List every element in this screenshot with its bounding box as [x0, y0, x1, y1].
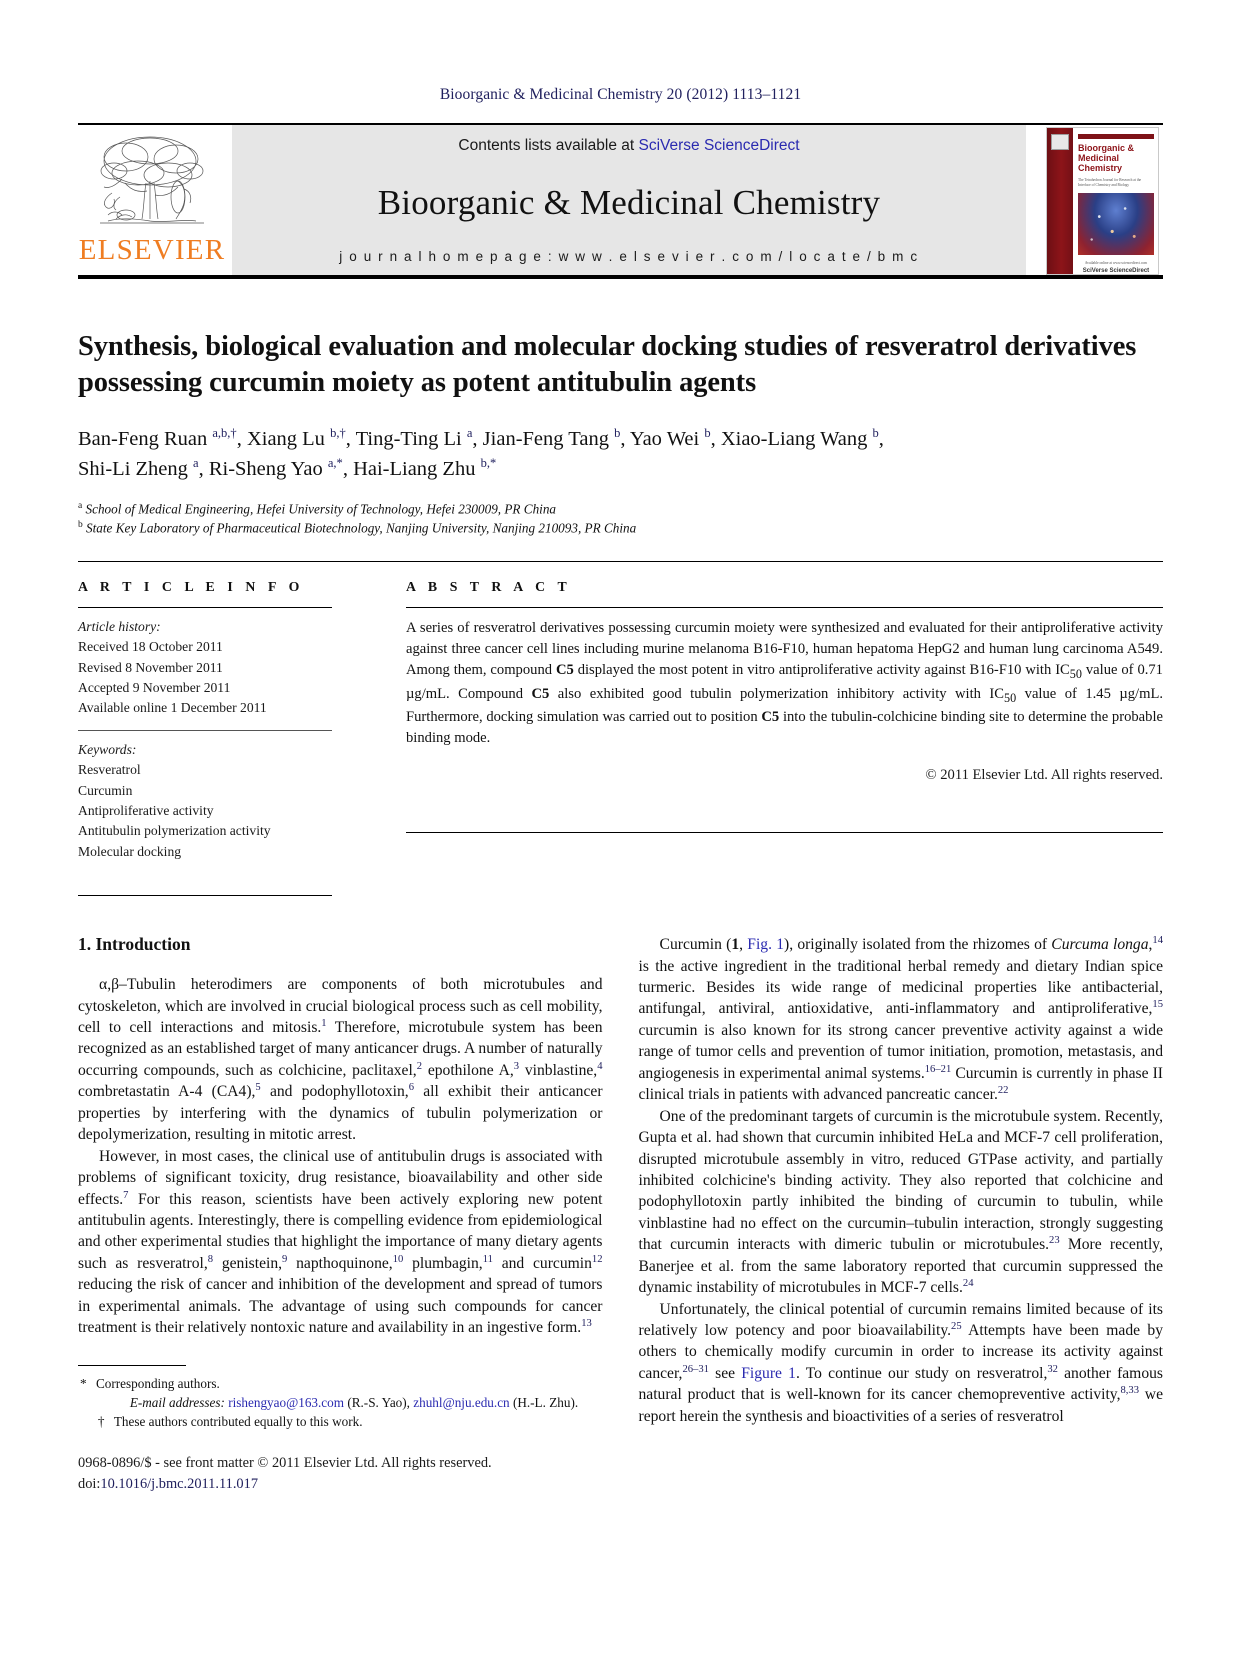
cover-subtitle: The Tetrahedron Journal for Research at the Interface of Chemistry and Biology — [1078, 177, 1142, 187]
asterisk-icon: * — [80, 1375, 87, 1391]
history-item: Received 18 October 2011 — [78, 639, 223, 655]
paragraph-intro-5: Unfortunately, the clinical potential of curcumin remains limited because of its relatively low potency and poor bioavailability.$^{25}$ Attempts have been made by others to chemically modify curcumin in order to increase its activity against cancer,$^{26-31}$ see Figure 1. To continue our study on resveratrol,$^{32}$ another famous natural product that is well-known for its cancer chemopreventive activity,$^{8,33}$ we report herein the synthesis and bioactivities of a series of resveratrol — [638, 1300, 1164, 1425]
doi-value[interactable]: 10.1016/j.bmc.2011.11.017 — [100, 1475, 259, 1492]
footnote-emails — [78, 1393, 603, 1412]
figure-1-link-a[interactable]: Fig. 1 — [747, 936, 784, 954]
body-column-right — [639, 934, 1164, 1495]
email-label: E-mail addresses: — [129, 1394, 225, 1410]
cover-spine-logo — [1051, 134, 1069, 150]
article-info-heading: A R T I C L E I N F O — [78, 578, 304, 594]
article-history-block — [78, 608, 332, 730]
dagger-icon: † — [97, 1413, 105, 1429]
sciencedirect-link[interactable]: SciVerse ScienceDirect — [638, 137, 800, 154]
cover-spine — [1047, 128, 1073, 274]
paragraph-intro-3: Curcumin (1, Fig. 1), originally isolated from the rhizomes of Curcuma longa,$^{14}$ is the active ingredient in the traditional herbal remedy and dietary Indian spice turmeric. Besides its wide range of medicinal properties like antibacterial, antifungal, antiviral, antioxidative, anti-inflammatory and antiproliferative,$^{15}$ curcumin is also known for its strong cancer preventive activity against a wide range of tumor cells and prevention of tumor initiation, promotion, metastasis, and angiogenesis in experimental animal systems.$^{16-21}$ Curcumin is currently in phase II clinical trials in patients with advanced pancreatic cancer.$^{22}$ — [638, 934, 1164, 1104]
elsevier-logo — [78, 125, 226, 275]
email-link-2[interactable]: zhuhl@nju.edu.cn — [413, 1394, 510, 1410]
masthead-center-panel — [232, 125, 1026, 275]
history-item: Available online 1 December 2011 — [78, 700, 267, 716]
email-owner-1: (R.-S. Yao), — [347, 1394, 410, 1410]
affiliation-b-text: State Key Laboratory of Pharmaceutical Biotechnology, Nanjing University, Nanjing 210093, PR China — [86, 520, 637, 536]
email-owner-2: (H.-L. Zhu). — [512, 1394, 579, 1410]
doi-prefix: doi: — [78, 1475, 101, 1492]
imprint-block — [78, 1453, 603, 1495]
journal-homepage-line[interactable]: j o u r n a l h o m e p a g e : w w w . e l s e v i e r . c o m / l o c a t e / b m c — [339, 249, 919, 264]
imprint-frontmatter: 0968-0896/$ - see front matter © 2011 Elsevier Ltd. All rights reserved. — [78, 1455, 492, 1472]
cover-journal-title: Bioorganic & Medicinal Chemistry — [1078, 143, 1135, 173]
article-info-column — [78, 562, 350, 896]
cover-artwork — [1078, 193, 1154, 255]
imprint-doi — [78, 1474, 603, 1495]
affiliation-a: $^a$ School of Medical Engineering, Hefei University of Technology, Hefei 230009, PR China — [78, 500, 557, 517]
journal-masthead — [78, 123, 1163, 275]
article-title: Synthesis, biological evaluation and molecular docking studies of resveratrol derivatives possessing curcumin moiety as potent antitubulin agents — [78, 331, 1137, 399]
cover-top-rule — [1078, 134, 1154, 139]
paragraph-intro-2: However, in most cases, the clinical use of antitubulin drugs is associated with problems of significant toxicity, drug resistance, bioavailability and other side effects.$^7$ For this reason, scientists have been actively exploring new potent antitubulin agents. Interestingly, there is compelling evidence from epidemiological and other experimental studies that highlight the importance of many dietary agents such as resveratrol,$^8$ genistein,$^9$ napthoquinone,$^{10}$ plumbagin,$^{11}$ and curcumin$^{12}$ reducing the risk of cancer and inhibition of the development and spread of tumors in experimental animals. The advantage of using such compounds for cancer treatment is their relatively nontoxic nature and availability in an ingestive form.$^{13}$ — [78, 1147, 603, 1337]
section-heading-introduction: 1. Introduction — [78, 934, 191, 955]
author-line-1: Ban-Feng Ruan $^{a,b,\dagger}$, Xiang Lu $^{b,\dagger}$, Ting-Ting Li $^a$, Jian-Feng Tang $^b$, Yao Wei $^b$, Xiao-Liang Wang $^b$, — [78, 425, 884, 450]
history-item: Accepted 9 November 2011 — [78, 680, 231, 696]
contents-available-line — [458, 137, 799, 155]
elsevier-tree-icon — [92, 131, 212, 235]
footnotes-block — [78, 1365, 603, 1495]
article-history-label: Article history: — [78, 618, 161, 634]
paragraph-intro-1: α,β–Tubulin heterodimers are components of both microtubules and cytoskeleton, which are involved in crucial biological process such as cell mobility, cell to cell interactions and mitosis.$^1$ Therefore, microtubule system has been recognized as an established target of many anticancer drugs. A number of naturally occurring compounds, such as colchicine, paclitaxel,$^2$ epothilone A,$^3$ vinblastine,$^4$ combretastatin A-4 (CA4),$^5$ and podophyllotoxin,$^6$ all exhibit their anticancer properties by interfering with the dynamics of tubulin polymerization or depolymerization, resulting in mitotic arrest. — [78, 976, 603, 1144]
figure-1-link-b[interactable]: Figure 1 — [741, 1364, 796, 1382]
introduction-body — [78, 934, 1163, 1495]
abstract-text: A series of resveratrol derivatives possessing curcumin moiety were synthesized and evaluated for their antiproliferative activity against three cancer cell lines including murine melanoma B16-F10, human hepatoma HepG2 and human lung carcinoma A549. Among them, compound C5 displayed the most potent in vitro antiproliferative activity against B16-F10 with $IC_{50}$ value of 0.71 µg/mL. Compound C5 also exhibited good tubulin polymerization inhibitory activity with $IC_{50}$ value of 1.45 µg/mL. Furthermore, docking simulation was carried out to position C5 into the tubulin-colchicine binding site to determine the probable binding mode. — [406, 619, 1164, 747]
cover-brand-text: SciVerse ScienceDirect — [1082, 268, 1150, 275]
history-item: Revised 8 November 2011 — [78, 659, 223, 675]
journal-cover-thumbnail — [1040, 125, 1163, 275]
abstract-column — [350, 562, 1163, 896]
contents-prefix-text: Contents lists available at — [458, 137, 639, 154]
footnote-corresponding — [78, 1374, 603, 1393]
footnote-rule — [78, 1365, 186, 1366]
affiliation-b: $^b$ State Key Laboratory of Pharmaceutical Biotechnology, Nanjing University, Nanjing 210093, PR China — [78, 519, 637, 536]
keyword-item: Antiproliferative activity — [78, 803, 214, 818]
body-column-left — [78, 934, 603, 1495]
paragraph-intro-4: One of the predominant targets of curcumin is the microtubule system. Recently, Gupta et al. had shown that curcumin inhibited HeLa and MCF-7 cell proliferation, disrupted microtubule assembly in vitro, reduced GTPase activity, and partially inhibited colchicine's binding activity. They also reported that colchicine and podophyllotoxin partly inhibited the binding of curcumin to tubulin, while vinblastine had no effect on the curcumin–tubulin interaction, strongly suggesting that curcumin interacts with dimeric tubulin or microtubules.$^{23}$ More recently, Banerjee et al. from the same laboratory reported that curcumin suppressed the dynamic instability of microtubules in MCF-7 cells.$^{24}$ — [638, 1107, 1163, 1297]
keywords-label: Keywords: — [78, 741, 137, 757]
email-link-1[interactable]: rishengyao@163.com — [228, 1394, 345, 1410]
running-head: Bioorganic & Medicinal Chemistry 20 (2012) 1113–1121 — [439, 86, 802, 103]
info-abstract-section — [78, 561, 1163, 896]
affiliations — [78, 500, 1163, 538]
article-info-rule-bottom — [78, 895, 332, 896]
title-block — [78, 279, 1163, 538]
author-list — [78, 424, 1163, 485]
keyword-item: Resveratrol — [78, 762, 141, 778]
keywords-block — [78, 731, 332, 873]
elsevier-wordmark: ELSEVIER — [78, 234, 226, 266]
journal-title: Bioorganic & Medicinal Chemistry — [377, 183, 881, 222]
cover-footer-text: Available online at www.sciencedirect.com — [1084, 261, 1148, 266]
keyword-item: Antitubulin polymerization activity — [78, 823, 271, 839]
keyword-item: Curcumin — [78, 782, 133, 798]
keyword-item: Molecular docking — [78, 843, 182, 859]
abstract-heading: A B S T R A C T — [406, 578, 572, 594]
abstract-copyright: © 2011 Elsevier Ltd. All rights reserved. — [925, 766, 1163, 783]
footnote-corresponding-text: Corresponding authors. — [96, 1375, 220, 1391]
footnote-equal-contribution-text: These authors contributed equally to this work. — [113, 1413, 363, 1429]
footnote-equal-contribution — [78, 1412, 603, 1431]
abstract-rule-bottom — [406, 832, 1163, 833]
affiliation-a-text: School of Medical Engineering, Hefei University of Technology, Hefei 230009, PR China — [85, 501, 557, 517]
author-line-2: Shi-Li Zheng $^a$, Ri-Sheng Yao $^{a,*}$, Hai-Liang Zhu $^{b,*}$ — [78, 456, 497, 481]
